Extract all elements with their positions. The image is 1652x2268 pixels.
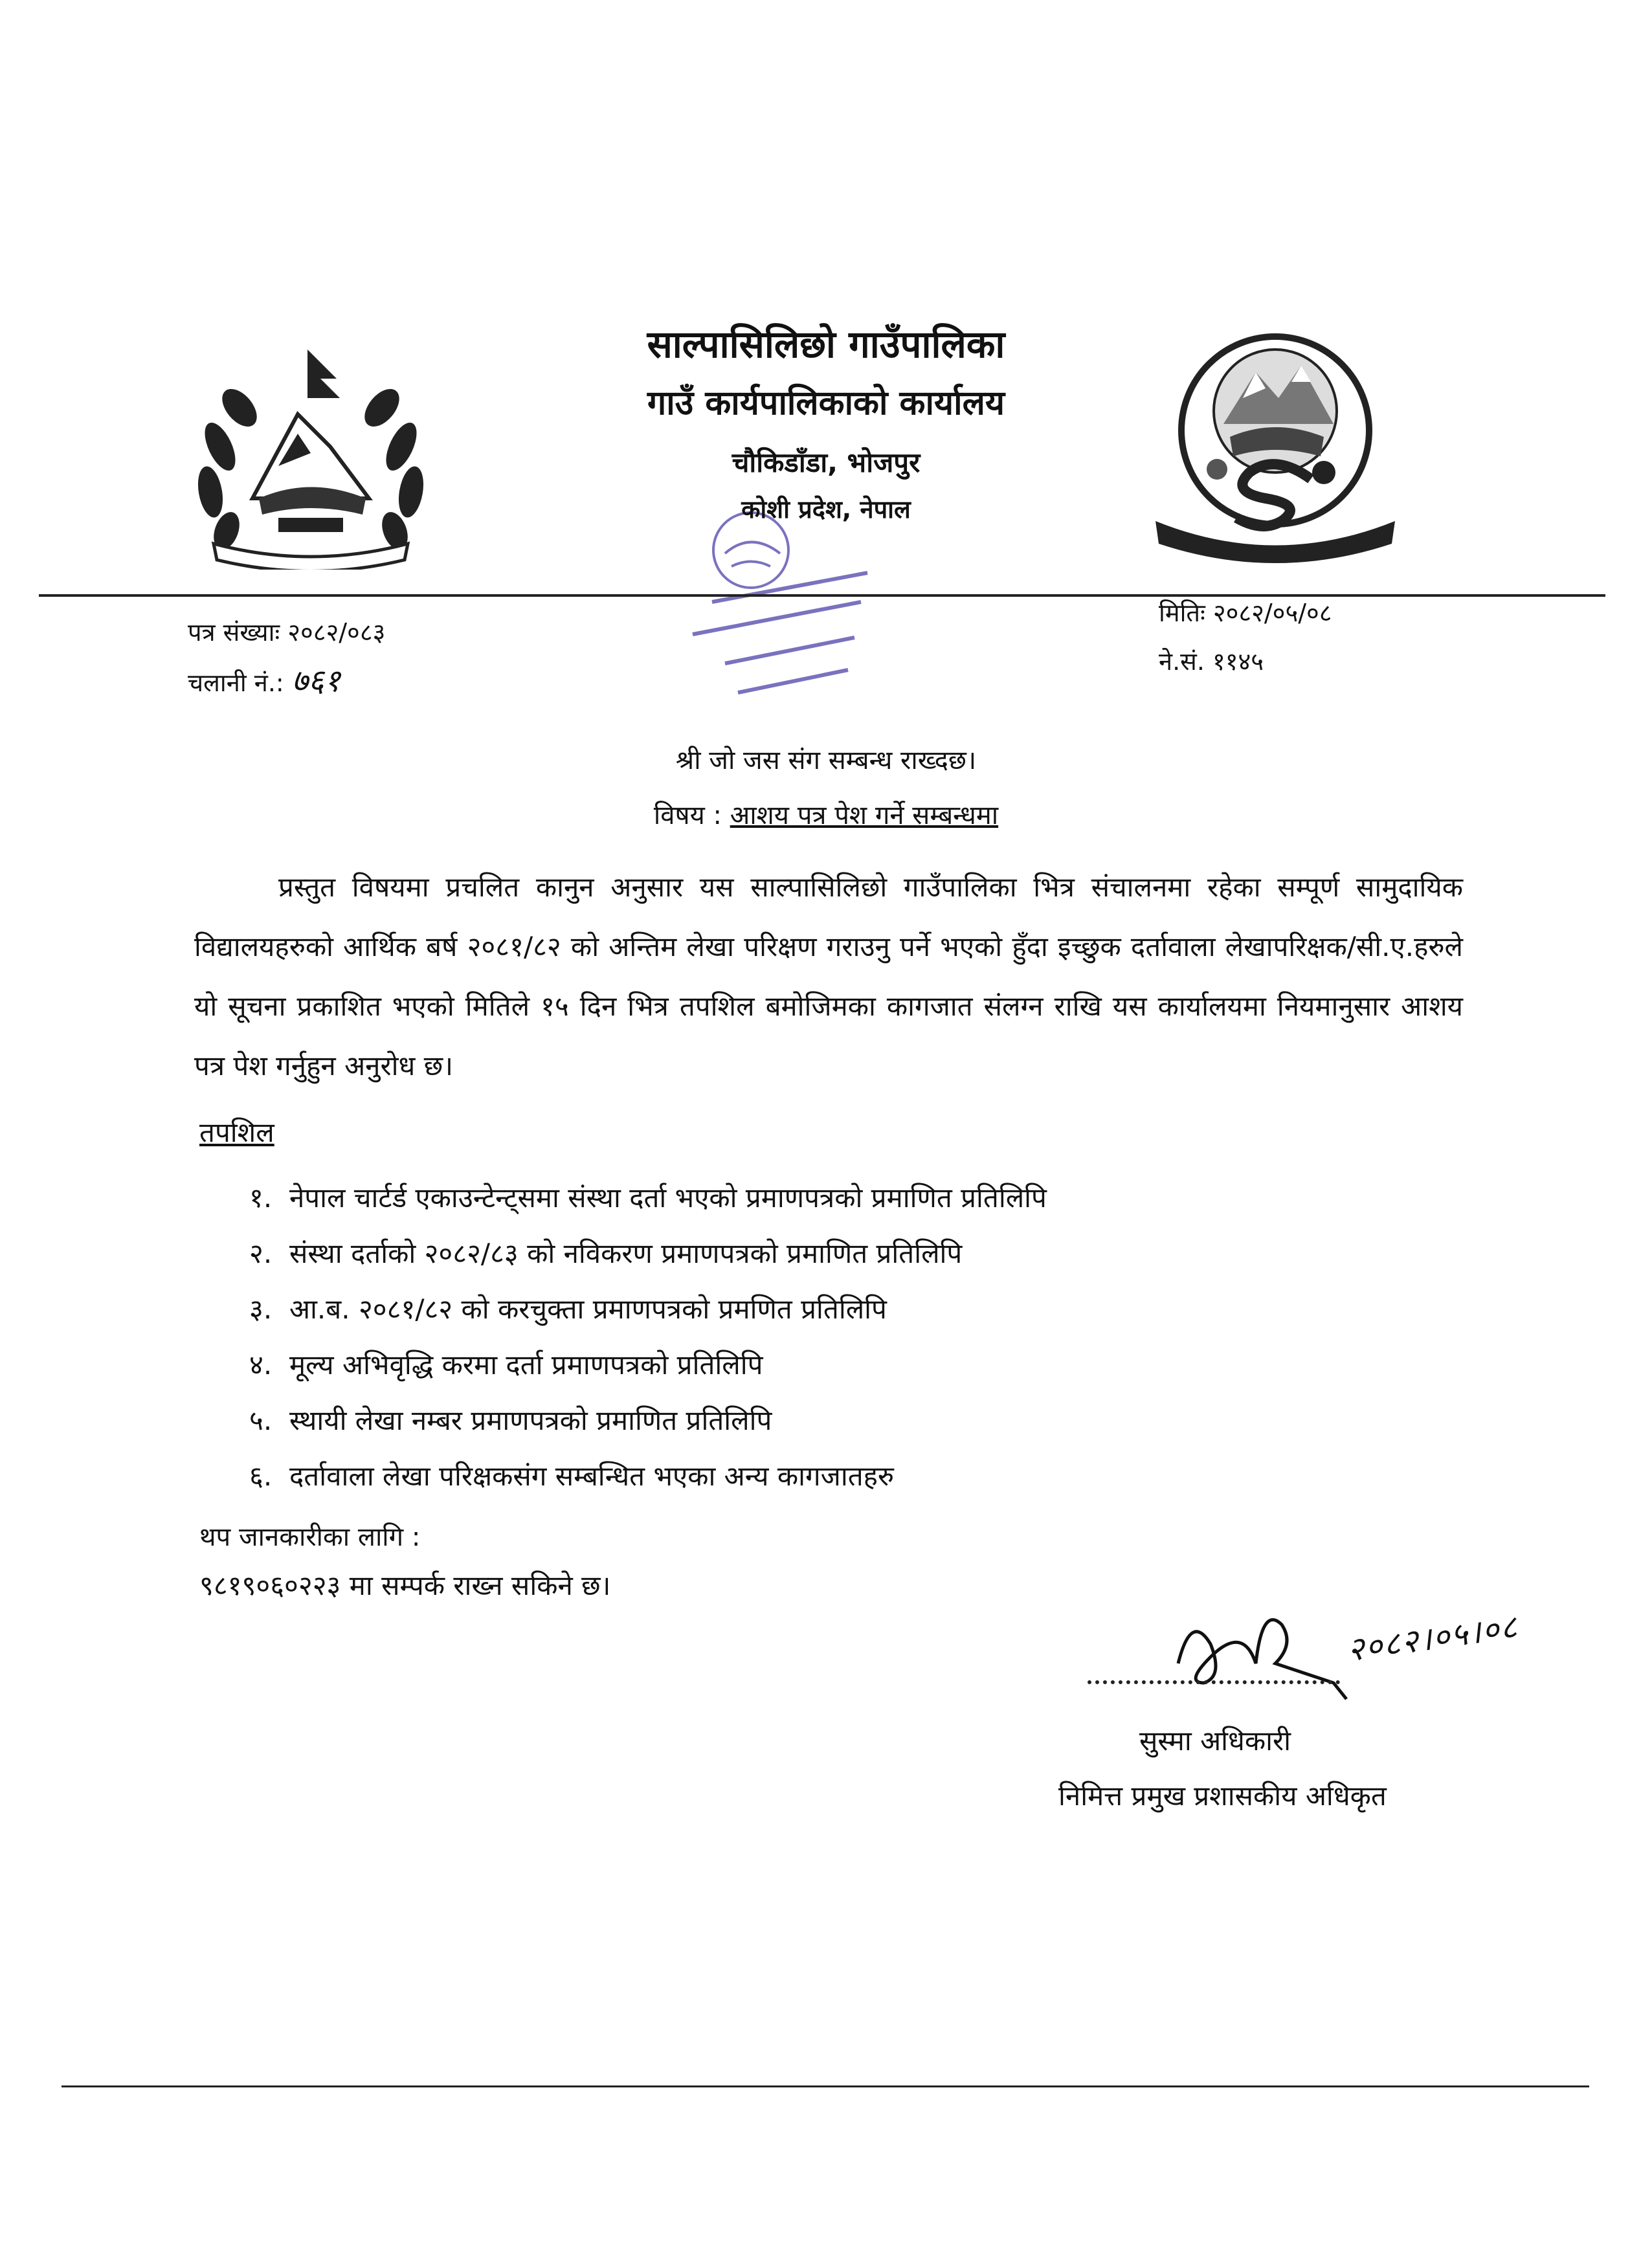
date-value: २०८२/०५/०८ [1212,599,1332,627]
dispatch-number [188,659,340,701]
header-divider [39,594,1605,597]
list-item: १. नेपाल चार्टर्ड एकाउन्टेन्ट्समा संस्था दर्ता भएको प्रमाणपत्रको प्रमाणित प्रतिलिपि [249,1182,1047,1214]
letter-number-value: २०८२/०८३ [287,618,386,647]
body-paragraph: प्रस्तुत विषयमा प्रचलित कानुन अनुसार यस साल्पासिलिछो गाउँपालिका भित्र संचालनमा रहेका सम्पूर्ण सामुदायिक विद्यालयहरुको आर्थिक बर्ष २०८१/८२ को अन्तिम लेखा परिक्षण गराउनु पर्ने भएको हुँदा इच्छुक दर्तावाला लेखापरिक्षक/सी.ए.हरुले यो सूचना प्रकाशित भएको मितिले १५ दिन भित्र तपशिल बमोजिमका कागजात संलग्न राखि यस कार्यालयमा नियमानुसार आशय पत्र पेश गर्नुहुन अनुरोध छ। [194,871,1463,1082]
list-item: ३. आ.ब. २०८१/८२ को करचुक्ता प्रमाणपत्रको प्रमणित प्रतिलिपि [249,1293,887,1325]
list-item: ४. मूल्य अभिवृद्धि करमा दर्ता प्रमाणपत्रको प्रतिलिपि [249,1349,763,1381]
subject-line [0,796,1652,832]
address-line-1: चौकिडाँडा, भोजपुर [731,447,921,478]
date-label: मितिः [1159,599,1205,627]
footer-divider [61,2085,1589,2087]
document-list [249,1170,1047,1504]
list-heading: तपशिल [199,1117,274,1148]
signatory-name: सुस्मा अधिकारी [1139,1725,1291,1757]
list-item: ५. स्थायी लेखा नम्बर प्रमाणपत्रको प्रमाणित प्रतिलिपि [249,1405,772,1436]
nepal-sambat-date [1159,644,1264,678]
signature-scribble [1165,1586,1372,1715]
salutation: श्री जो जस संग सम्बन्ध राख्दछ। [675,746,977,775]
list-item: ६. दर्तावाला लेखा परिक्षकसंग सम्बन्धित भएका अन्य कागजातहरु [249,1460,895,1492]
contact-label: थप जानकारीका लागि : [199,1522,421,1552]
subject-label: विषय : [653,801,722,830]
ns-value: ११४५ [1212,647,1264,676]
office-name: गाउँ कार्यपालिकाको कार्यालय [647,384,1005,423]
list-item: २. संस्था दर्ताको २०८२/८३ को नविकरण प्रमाणपत्रको प्रमाणित प्रतिलिपि [249,1238,963,1269]
contact-line: ९८१९०६०२२३ मा सम्पर्क राख्न सकिने छ। [199,1570,611,1601]
handwritten-date: २०८२।०५।०८ [1345,1607,1521,1669]
letter-number [188,615,385,649]
dispatch-number-label: चलानी नं.: [188,669,284,697]
org-name: साल्पासिलिछो गाउँपालिका [647,322,1005,366]
subject-text: आशय पत्र पेश गर्ने सम्बन्धमा [730,801,999,830]
letter-date [1159,595,1332,629]
letter-number-label: पत्र संख्याः [188,618,280,647]
dispatch-number-value: ७६१ [291,663,340,699]
ns-label: ने.सं. [1159,647,1205,676]
signatory-title: निमित्त प्रमुख प्रशासकीय अधिकृत [1058,1780,1387,1812]
address-line-2: कोशी प्रदेश, नेपाल [741,495,911,524]
signature-line [1088,1676,1340,1684]
office-stamp [654,505,887,718]
